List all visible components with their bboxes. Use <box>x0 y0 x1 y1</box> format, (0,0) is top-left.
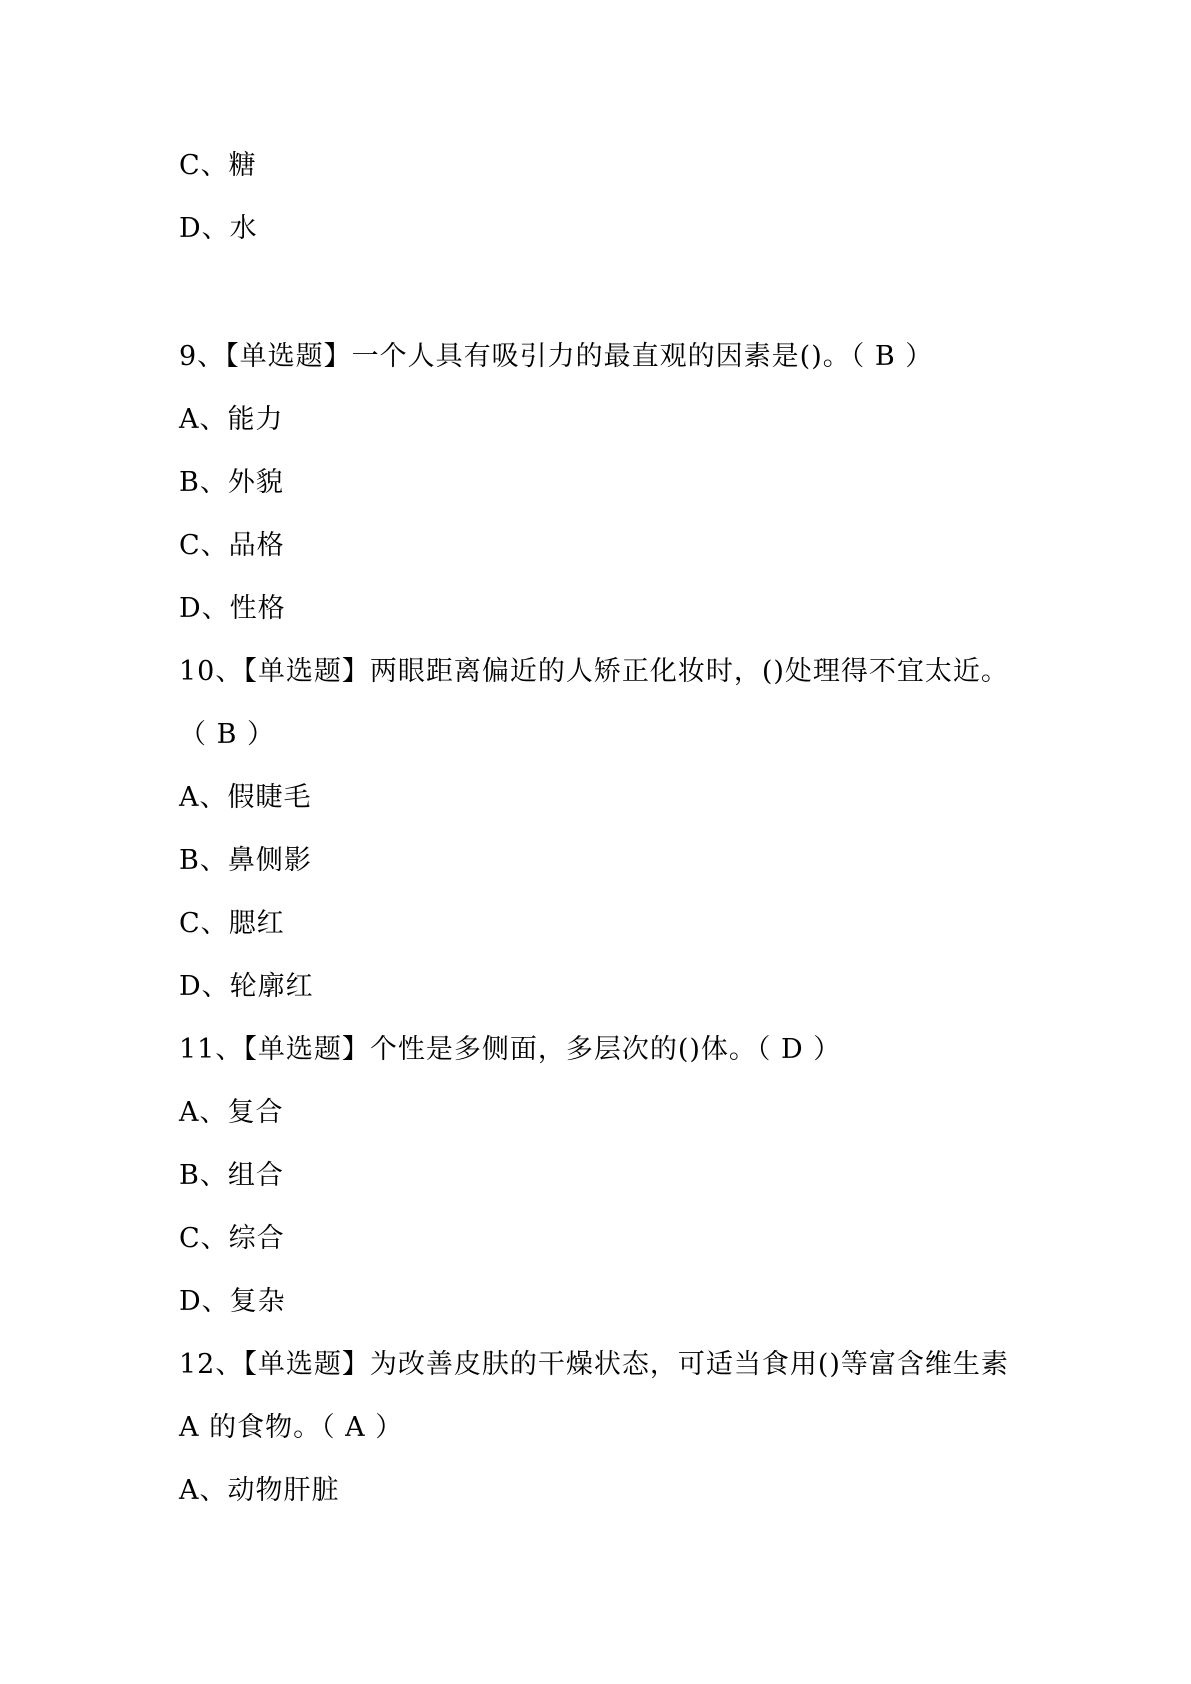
q11-option-b: B、组合 <box>179 1160 284 1191</box>
q10-option-a: A、假睫毛 <box>179 782 312 813</box>
q9-option-d: D、性格 <box>179 593 286 624</box>
q9-stem: 9、【单选题】一个人具有吸引力的最直观的因素是()。（ B ） <box>179 341 934 372</box>
q11-stem: 11、【单选题】个性是多侧面，多层次的()体。（ D ） <box>179 1034 842 1065</box>
q12-stem-line1: 12、【单选题】为改善皮肤的干燥状态，可适当食用()等富含维生素 <box>179 1349 1009 1380</box>
q8-option-d: D、水 <box>179 213 258 244</box>
q12-stem-line2: A 的食物。（ A ） <box>179 1412 404 1443</box>
q11-option-d: D、复杂 <box>179 1286 286 1317</box>
q9-option-a: A、能力 <box>179 404 284 435</box>
q8-option-c: C、糖 <box>179 150 257 181</box>
q11-option-a: A、复合 <box>179 1097 284 1128</box>
q10-stem-line2: （ B ） <box>179 719 276 750</box>
q11-option-c: C、综合 <box>179 1223 285 1254</box>
q9-option-b: B、外貌 <box>179 467 284 498</box>
q12-option-a: A、动物肝脏 <box>179 1475 340 1506</box>
q10-option-c: C、腮红 <box>179 908 285 939</box>
q10-option-b: B、鼻侧影 <box>179 845 312 876</box>
q10-option-d: D、轮廓红 <box>179 971 314 1002</box>
q10-stem-line1: 10、【单选题】两眼距离偏近的人矫正化妆时，()处理得不宜太近。 <box>179 656 1009 687</box>
q9-option-c: C、品格 <box>179 530 285 561</box>
